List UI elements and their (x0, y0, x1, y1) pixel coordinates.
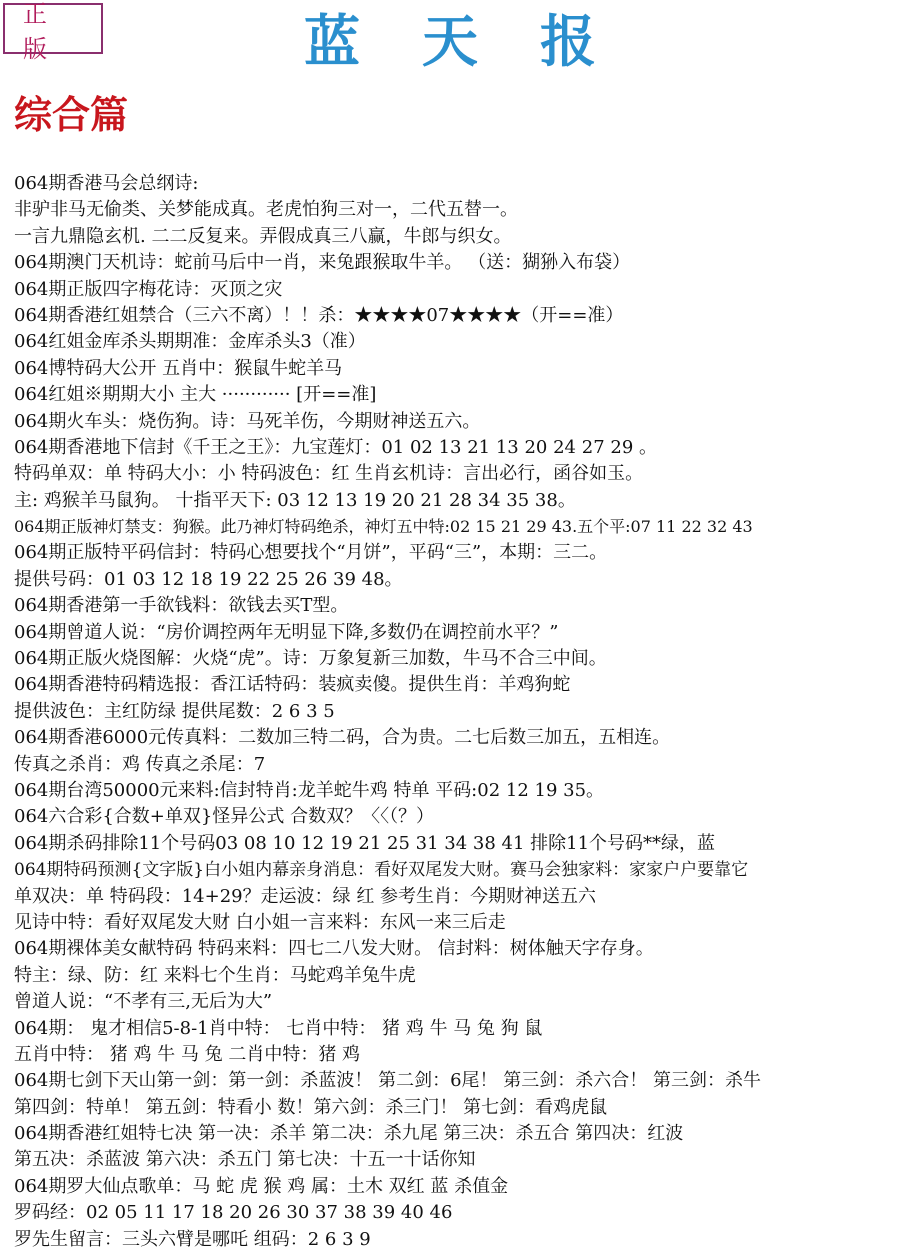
text-line: 罗码经：02 05 11 17 18 20 26 30 37 38 39 40 46 (14, 1202, 453, 1224)
text-line: 曾道人说：“不孝有三,无后为大” (14, 991, 273, 1013)
text-line: 064期澳门天机诗：蛇前马后中一肖，来兔跟猴取牛羊。 （送：猢狲入布袋） (14, 252, 631, 274)
section-title: 综合篇 (14, 92, 129, 137)
text-line: 064期特码预测{文字版}白小姐内幕亲身消息：看好双尾发大财。赛马会独家料：家家户户要靠它 (14, 860, 749, 881)
text-line: 064期正版神灯禁支：狗猴。此乃神灯特码绝杀，神灯五中特:02 15 21 29 43.五个平:07 11 22 32 43 (14, 517, 753, 537)
edition-stamp: 正 版 (3, 3, 103, 54)
text-line: 064期杀码排除11个号码03 08 10 12 19 21 25 31 34 38 41 排除11个号码**绿，蓝 (14, 832, 716, 854)
text-line: 单双决：单 特码段：14+29？走运波：绿 红 参考生肖：今期财神送五六 (14, 885, 597, 907)
text-line: 特码单双：单 特码大小：小 特码波色：红 生肖玄机诗：言出必行，函谷如玉。 (14, 463, 644, 485)
text-line: 064期香港红姐特七决 第一决：杀羊 第二决：杀九尾 第三决：杀五合 第四决：红波 (14, 1123, 684, 1145)
text-line: 064期香港马会总纲诗: (14, 173, 199, 194)
text-line: 064六合彩{合数+单双}怪异公式 合数双？〈〈（？） (14, 806, 435, 828)
article-body (14, 171, 898, 1253)
text-line: 064期： 鬼才相信5-8-1肖中特： 七肖中特： 猪 鸡 牛 马 兔 狗 鼠 (14, 1017, 543, 1039)
text-line: 064红姐金库杀头期期准：金库杀头3（准） (14, 331, 366, 353)
text-line: 064博特码大公开 五肖中：猴鼠牛蛇羊马 (14, 357, 343, 379)
text-line: 064期香港红姐禁合（三六不离）！！杀：★★★★07★★★★（开==准） (14, 304, 624, 326)
text-line: 064期香港地下信封《千王之王》：九宝莲灯：01 02 13 21 13 20 24 27 29 。 (14, 436, 657, 458)
text-line: 064期七剑下天山第一剑：第一剑：杀蓝波！ 第二剑：6尾！ 第三剑：杀六合！ 第三剑：杀牛 (14, 1070, 761, 1092)
text-line: 五肖中特： 猪 鸡 牛 马 兔 二肖中特：猪 鸡 (14, 1043, 361, 1065)
text-line: 064期香港6000元传真料：二数加三特二码，合为贵。二七后数三加五，五相连。 (14, 727, 671, 749)
text-line: 见诗中特：看好双尾发大财 白小姐一言来料：东风一来三后走 (14, 911, 506, 933)
text-line: 一言九鼎隐玄机. 二二反复来。弄假成真三八赢，牛郎与织女。 (14, 225, 512, 247)
masthead-title: 蓝天报 (304, 9, 658, 75)
text-line: 064期裸体美女献特码 特码来料：四七二八发大财。 信封料：树体触天字存身。 (14, 938, 654, 960)
text-line: 提供波色：主红防绿 提供尾数：2 6 3 5 (14, 700, 335, 722)
text-line: 提供号码：01 03 12 18 19 22 25 26 39 48。 (14, 568, 403, 590)
text-line: 第四剑：特单！ 第五剑：特看小 数！第六剑：杀三门！ 第七剑：看鸡虎鼠 (14, 1096, 608, 1118)
text-line: 特主：绿、防：红 来料七个生肖：马蛇鸡羊兔牛虎 (14, 964, 416, 986)
text-line: 064期正版火烧图解：火烧“虎”。诗：万象复新三加数，牛马不合三中间。 (14, 648, 607, 670)
text-line: 064期香港特码精选报：香江话特码：装疯卖傻。提供生肖：羊鸡狗蛇 (14, 674, 571, 696)
text-line: 064期香港第一手欲钱料：欲钱去买T型。 (14, 595, 349, 617)
text-line: 传真之杀肖：鸡 传真之杀尾：7 (14, 753, 266, 775)
text-line: 064红姐※期期大小 主大 ············ [开==准] (14, 384, 377, 406)
text-line: 非驴非马无偷类、关梦能成真。老虎怕狗三对一，二代五替一。 (14, 199, 518, 221)
text-line: 主: 鸡猴羊马鼠狗。 十指平天下: 03 12 13 19 20 21 28 34 35 38。 (14, 489, 576, 511)
text-line: 064期火车头：烧伤狗。诗：马死羊伤，今期财神送五六。 (14, 410, 481, 432)
text-line: 罗先生留言：三头六臂是哪吒 组码：2 6 3 9 (14, 1228, 371, 1250)
text-line: 064期曾道人说：“房价调控两年无明显下降,多数仍在调控前水平？” (14, 621, 559, 643)
text-line: 064期正版特平码信封：特码心想要找个“月饼”，平码“三”，本期：三二。 (14, 542, 608, 564)
text-line: 064期台湾50000元来料:信封特肖:龙羊蛇牛鸡 特单 平码:02 12 19 35。 (14, 779, 605, 801)
text-line: 第五决：杀蓝波 第六决：杀五门 第七决：十五一十话你知 (14, 1149, 476, 1171)
text-line: 064期正版四字梅花诗：灭顶之灾 (14, 278, 283, 300)
text-line: 064期罗大仙点歌单：马 蛇 虎 猴 鸡 属：土木 双红 蓝 杀值金 (14, 1175, 509, 1197)
